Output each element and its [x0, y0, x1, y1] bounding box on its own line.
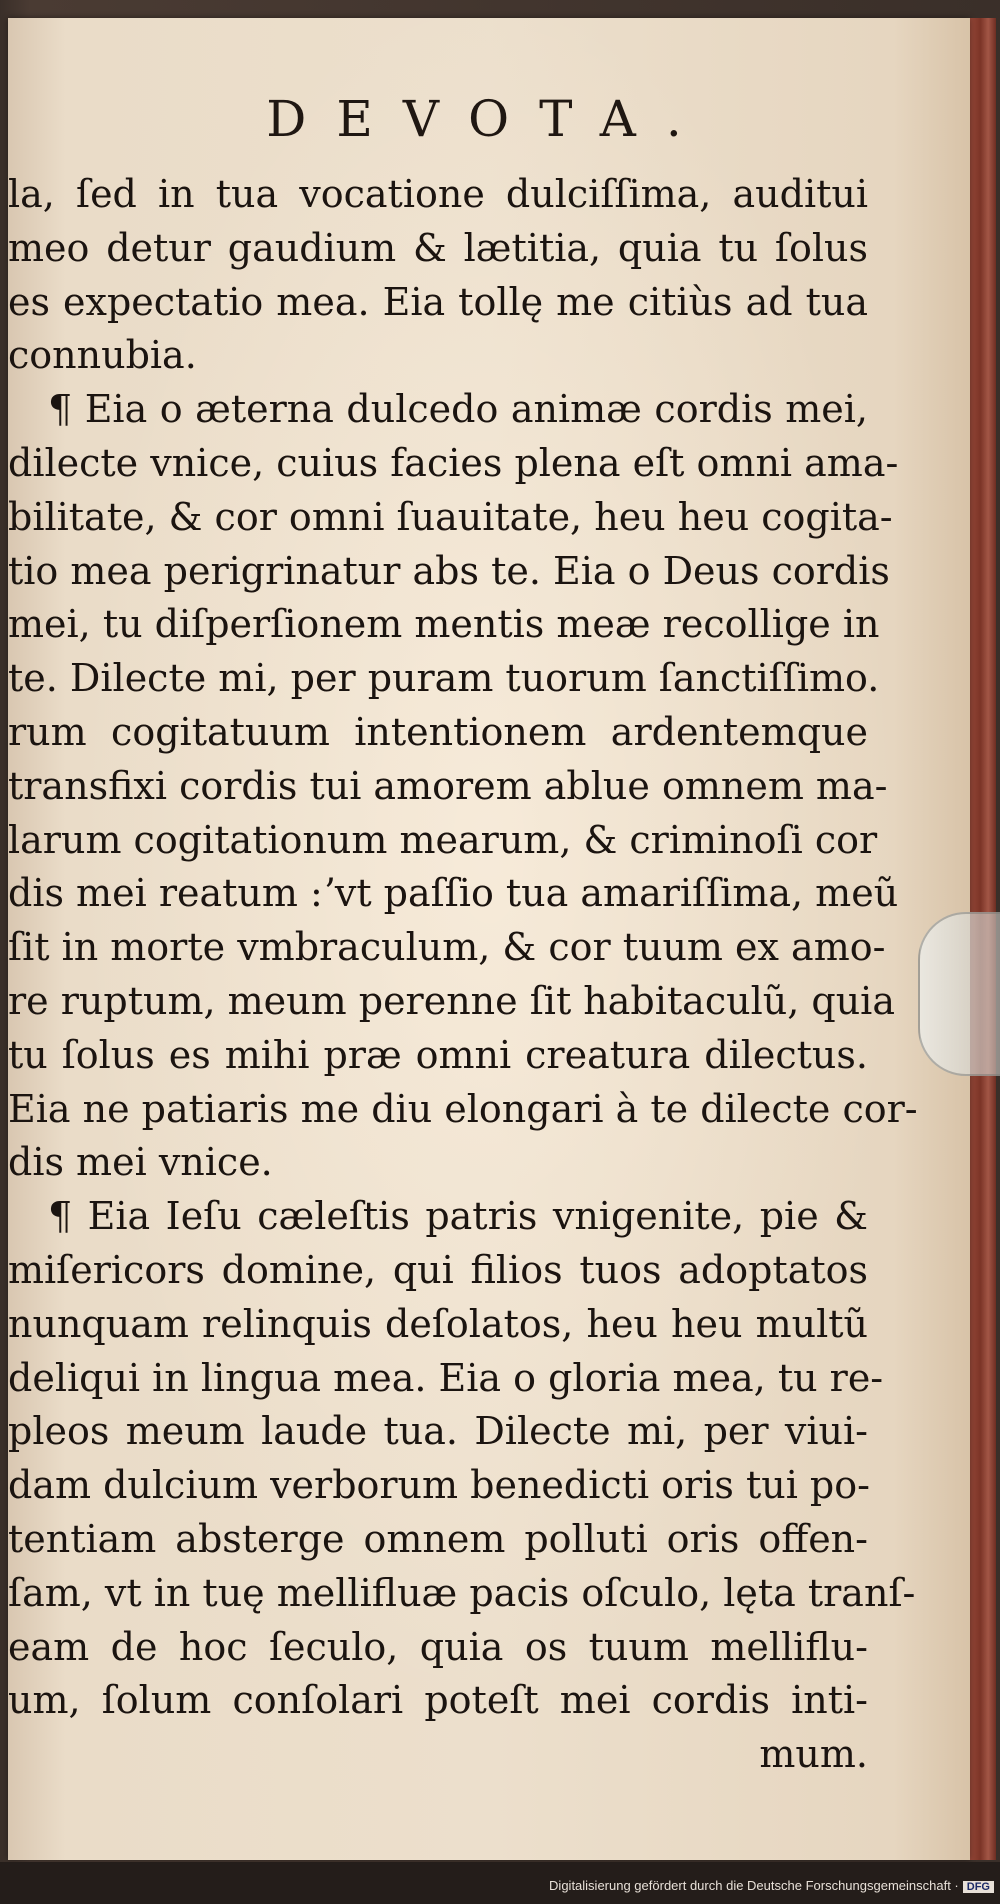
text-line: mei, tu diſperſionem mentis meæ recollige in	[8, 602, 880, 647]
book-page	[8, 18, 970, 1860]
text-line: dis mei vnice.	[8, 1140, 273, 1185]
text-line: ¶ Eia Ieſu cæleſtis patris vnigenite, pie &	[48, 1194, 868, 1239]
text-line: dilecte vnice, cuius facies plena eſt omni ama-	[8, 440, 899, 485]
text-line: bilitate, & cor omni ſuauitate, heu heu cogita-	[8, 494, 893, 539]
text-line: la, ſed in tua vocatione dulciſſima, auditui	[8, 172, 868, 216]
text-line: miſericors domine, qui filios tuos adoptatos	[8, 1247, 868, 1292]
text-line: te. Dilecte mi, per puram tuorum ſanctiſſimo.	[8, 656, 880, 701]
text-line: tio mea perigrinatur abs te. Eia o Deus cordis	[8, 548, 890, 593]
text-line: ¶ Eia o æterna dulcedo animæ cordis mei,	[48, 387, 868, 432]
text-line: um, ſolum conſolari poteſt mei cordis inti-	[8, 1678, 868, 1723]
text-line: tentiam absterge omnem polluti oris offen-	[8, 1516, 868, 1561]
text-line: eam de hoc ſeculo, quia os tuum melliflu-	[8, 1624, 868, 1669]
text-line: deliqui in lingua mea. Eia o gloria mea, tu re-	[8, 1355, 884, 1400]
text-line: ſit in morte vmbraculum, & cor tuum ex amo-	[8, 925, 886, 970]
text-line: re ruptum, meum perenne ſit habitaculũ, quia	[8, 978, 895, 1023]
text-line: rum cogitatuum intentionem ardentemque	[8, 709, 868, 754]
dfg-logo: DFG	[963, 1881, 994, 1893]
text-line: nunquam relinquis deſolatos, heu heu multũ	[8, 1301, 868, 1346]
text-line: meo detur gaudium & lætitia, quia tu ſolus	[8, 225, 868, 270]
text-line: tu ſolus es mihi præ omni creatura dilectus.	[8, 1032, 868, 1077]
scanner-clip	[918, 912, 1000, 1076]
running-head: DEVOTA.	[266, 90, 712, 148]
text-line: ſam, vt in tuę mellifluæ pacis oſculo, lęta tranſ-	[8, 1570, 916, 1615]
text-line: larum cogitationum mearum, & criminoſi cor	[8, 817, 878, 862]
text-line: es expectatio mea. Eia tollę me citiùs ad tua	[8, 279, 868, 324]
text-line: connubia.	[8, 333, 197, 378]
credit-text: Digitalisierung gefördert durch die Deutsche Forschungsgemeinschaft ·	[549, 1878, 959, 1893]
text-line: dam dulcium verborum benedicti oris tui po-	[8, 1463, 870, 1508]
digitization-credit	[549, 1878, 994, 1893]
text-line: dis mei reatum :ʼvt paſſio tua amariſſima, meũ	[8, 871, 899, 916]
page-text	[8, 168, 918, 1782]
text-line: Eia ne patiaris me diu elongari à te dilecte cor-	[8, 1086, 918, 1131]
text-line: transfixi cordis tui amorem ablue omnem ma-	[8, 763, 888, 808]
text-line: mum.	[759, 1732, 868, 1777]
text-line: pleos meum laude tua. Dilecte mi, per viui-	[8, 1409, 868, 1454]
